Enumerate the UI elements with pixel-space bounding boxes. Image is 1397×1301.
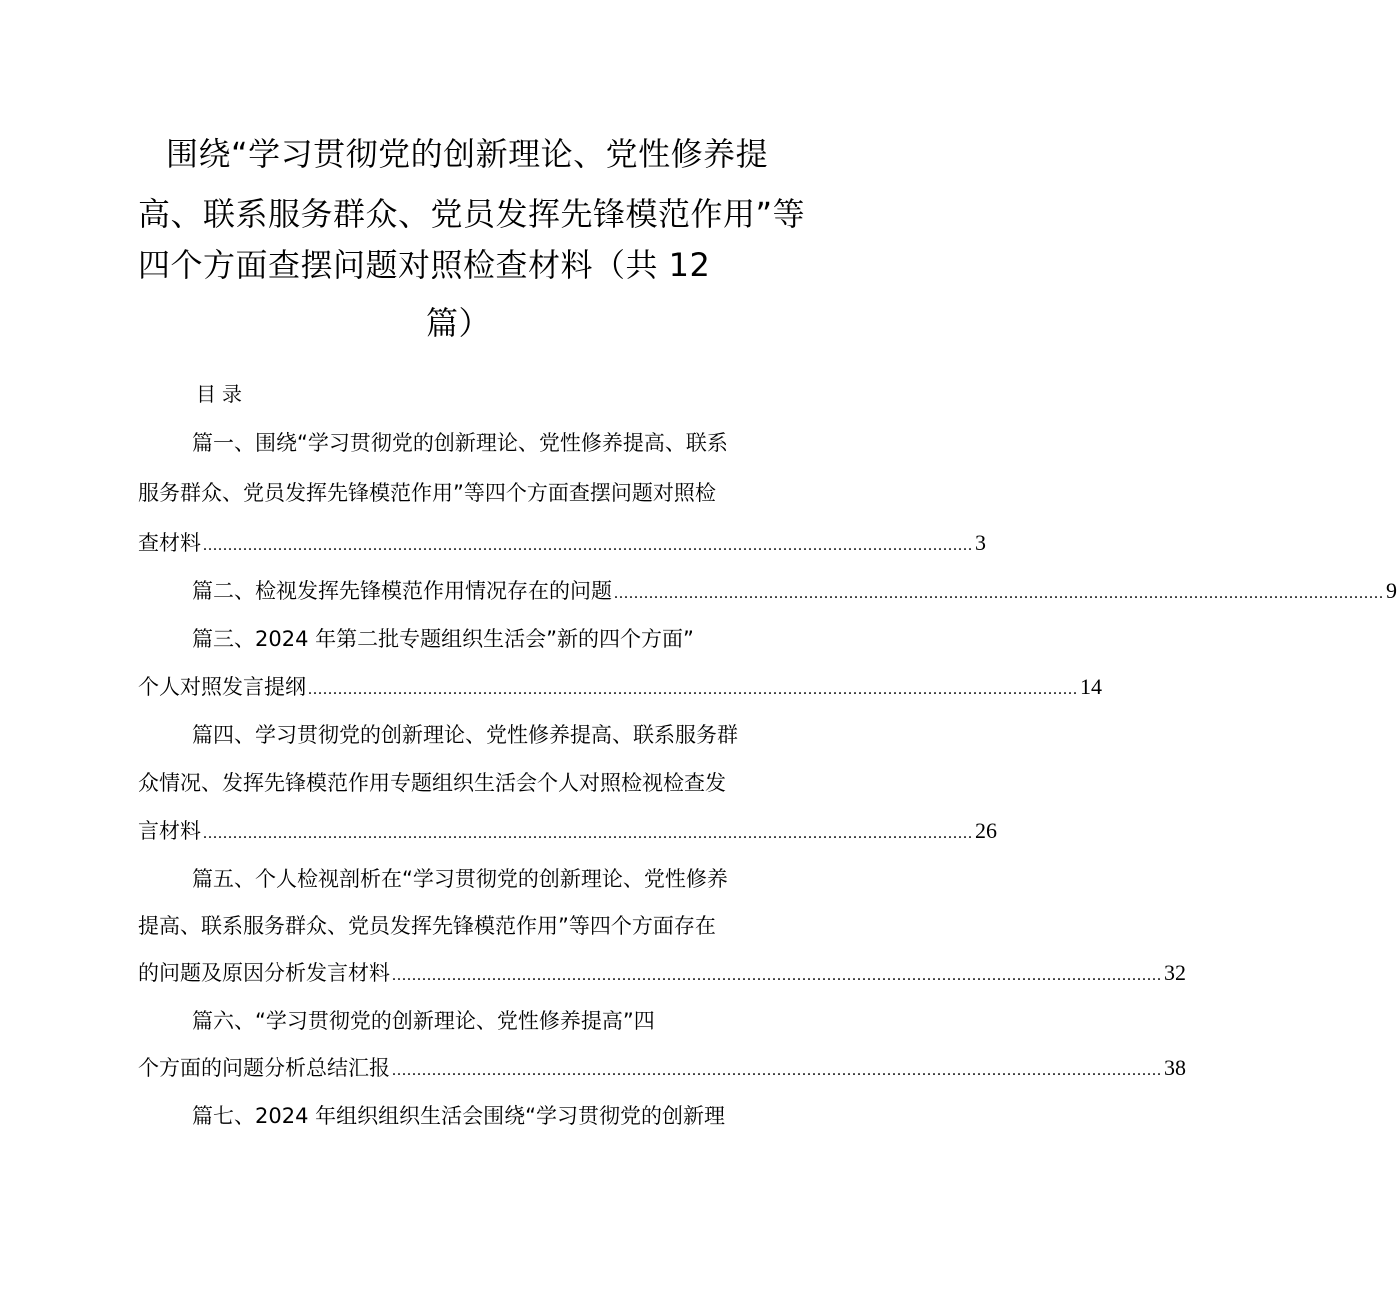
toc-entry-4-line-2[interactable]: 众情况、发挥先锋模范作用专题组织生活会个人对照检视检查发: [138, 771, 726, 795]
document-title-line-1: 围绕“学习贯彻党的创新理论、党性修养提: [166, 135, 769, 173]
toc-page-number: 32: [1164, 960, 1186, 985]
dot-leader: ..........................................................................................................................................................: [614, 585, 1384, 602]
toc-page-number: 26: [975, 818, 997, 843]
toc-entry-7-line-1[interactable]: 篇七、2024 年组织组织生活会围绕“学习贯彻党的创新理: [192, 1104, 725, 1128]
dot-leader: ..........................................................................................................................................................: [308, 681, 1078, 698]
toc-entry-text: 个人对照发言提纲: [138, 675, 306, 699]
dot-leader: ..........................................................................................................................................................: [203, 537, 973, 554]
toc-page-number: 14: [1080, 674, 1102, 699]
toc-entry-3-line-1[interactable]: 篇三、2024 年第二批专题组织生活会”新的四个方面”: [192, 627, 694, 651]
toc-entry-text: 篇二、检视发挥先锋模范作用情况存在的问题: [192, 579, 612, 603]
toc-entry-4-line-1[interactable]: 篇四、学习贯彻党的创新理论、党性修养提高、联系服务群: [192, 723, 738, 747]
toc-entry-1-line-3[interactable]: [138, 528, 986, 558]
toc-entry-5-line-1[interactable]: 篇五、个人检视剖析在“学习贯彻党的创新理论、党性修养: [192, 867, 728, 891]
toc-page-number: 3: [975, 530, 986, 555]
toc-entry-5-line-3[interactable]: [138, 958, 1186, 988]
dot-leader: ..........................................................................................................................................................: [203, 825, 973, 842]
toc-entry-3-line-2[interactable]: [138, 672, 1102, 702]
document-title-line-3: 四个方面查摆问题对照检查材料（共 12: [138, 246, 711, 284]
dot-leader: ..........................................................................................................................................................: [392, 967, 1162, 984]
document-title-line-4: 篇）: [426, 304, 492, 342]
toc-page-number: 38: [1164, 1055, 1186, 1080]
toc-entry-4-line-3[interactable]: [138, 816, 997, 846]
toc-entry-text: 的问题及原因分析发言材料: [138, 961, 390, 985]
toc-entry-text: 查材料: [138, 531, 201, 555]
dot-leader: ..........................................................................................................................................................: [392, 1062, 1162, 1079]
toc-entry-6-line-1[interactable]: 篇六、“学习贯彻党的创新理论、党性修养提高”四: [192, 1009, 655, 1033]
toc-heading: 目录: [196, 382, 248, 406]
toc-entry-5-line-2[interactable]: 提高、联系服务群众、党员发挥先锋模范作用”等四个方面存在: [138, 914, 716, 938]
toc-page-number: 9: [1386, 578, 1397, 603]
toc-entry-2-line-1[interactable]: [192, 576, 1397, 606]
toc-entry-1-line-1[interactable]: 篇一、围绕“学习贯彻党的创新理论、党性修养提高、联系: [192, 431, 728, 455]
document-title-line-2: 高、联系服务群众、党员发挥先锋模范作用”等: [138, 195, 806, 233]
toc-entry-1-line-2[interactable]: 服务群众、党员发挥先锋模范作用”等四个方面查摆问题对照检: [138, 481, 716, 505]
toc-entry-6-line-2[interactable]: [138, 1053, 1186, 1083]
toc-entry-text: 个方面的问题分析总结汇报: [138, 1056, 390, 1080]
toc-entry-text: 言材料: [138, 819, 201, 843]
